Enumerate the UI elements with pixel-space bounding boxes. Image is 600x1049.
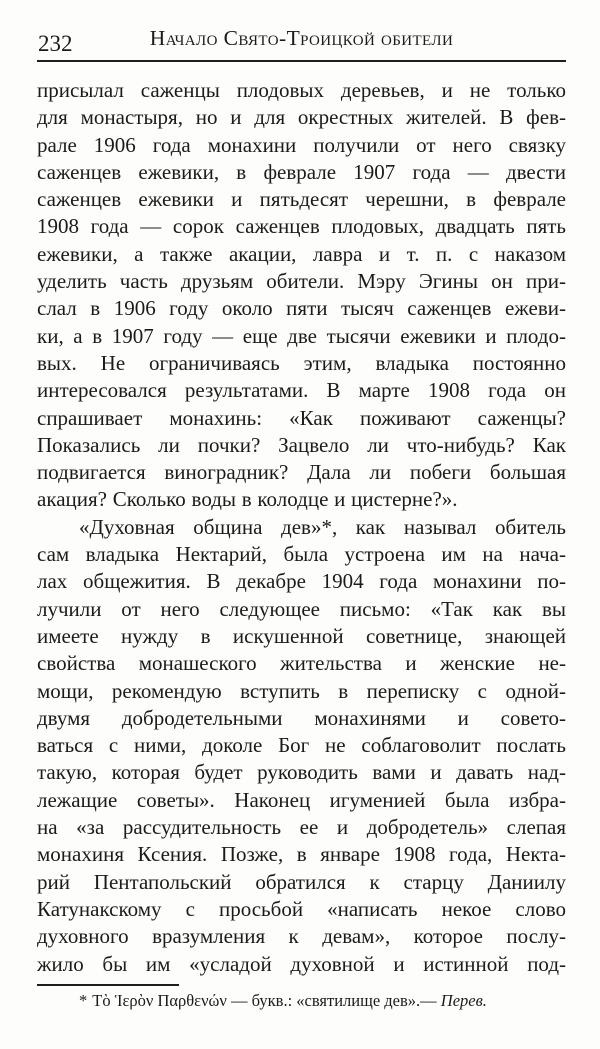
text-line: уделить часть друзьям обители. Мэру Эгины он при- bbox=[37, 269, 566, 294]
text-line: монахиня Ксения. Позже, в январе 1908 года, Некта- bbox=[37, 842, 566, 867]
footnote bbox=[37, 990, 566, 1012]
text-line: ваться с ними, доколе Бог не соблаговолит послать bbox=[37, 733, 566, 758]
text-line: интересовался результатами. В марте 1908 года он bbox=[37, 378, 566, 403]
text-line: лах общежития. В декабре 1904 года монахини по- bbox=[37, 569, 566, 594]
text-line: двумя добродетельными монахинями и совето- bbox=[37, 705, 566, 730]
text-line: лучили от него следующее письмо: «Так как вы bbox=[37, 596, 566, 621]
text-line: для монастыря, но и для окрестных жителей. В фев- bbox=[37, 105, 566, 130]
text-line: подвигается виноградник? Дала ли побеги большая bbox=[37, 460, 566, 485]
footnote-separator bbox=[37, 984, 179, 986]
text-line: акация? Сколько воды в колодце и цистерне?». bbox=[37, 487, 458, 512]
text-line: рий Пентапольский обратился к старцу Даниилу bbox=[37, 869, 566, 894]
text-line: Катунакскому с просьбой «написать некое слово bbox=[37, 896, 566, 921]
text-line: такую, которая будет руководить вами и давать над- bbox=[37, 760, 566, 785]
running-title: Начало Свято-Троицкой обители bbox=[149, 26, 454, 50]
text-line: сам владыка Нектарий, была устроена им на нача- bbox=[37, 542, 566, 567]
text-line: саженцев ежевики и пятьдесят черешни, в феврале bbox=[37, 187, 566, 212]
text-line: имеете нужду в искушенной советнице, знающей bbox=[37, 623, 566, 648]
text-line: 1908 года — сорок саженцев плодовых, двадцать пять bbox=[37, 214, 566, 239]
header-rule bbox=[37, 60, 566, 62]
text-line: вых. Не ограничиваясь этим, владыка постоянно bbox=[37, 350, 566, 375]
text-line: Показались ли почки? Зацвело ли что-нибудь? Как bbox=[37, 432, 566, 457]
text-line: лежащие советы». Наконец игуменией была избра- bbox=[37, 787, 566, 812]
text-line: ежевики, а также акации, лавра и т. п. с наказом bbox=[37, 241, 566, 266]
body-text bbox=[37, 77, 566, 978]
page-header bbox=[37, 27, 566, 55]
text-line: саженцев ежевики, в феврале 1907 года — двести bbox=[37, 159, 566, 184]
text-line: ки, а в 1907 году — еще две тысячи ежевики и плодо- bbox=[37, 323, 566, 348]
footnote-text: Τὸ Ἱερὸν Παρθενών — букв.: «святилище дев».— bbox=[92, 990, 441, 1010]
page-number: 232 bbox=[38, 31, 73, 56]
text-line: духовного вразумления к девам», которое послу- bbox=[37, 924, 566, 949]
footnote-attribution: Перев. bbox=[440, 990, 487, 1010]
text-line: спрашивает монахинь: «Как поживают саженцы? bbox=[37, 405, 566, 430]
text-line: присылал саженцы плодовых деревьев, и не только bbox=[37, 78, 566, 102]
text-line: жило бы им «усладой духовной и истинной под- bbox=[37, 951, 566, 976]
text-line: мощи, рекомендую вступить в переписку с одной- bbox=[37, 678, 566, 703]
text-line: слал в 1906 году около пяти тысяч саженцев ежеви- bbox=[37, 296, 566, 321]
text-line: рале 1906 года монахини получили от него связку bbox=[37, 132, 566, 157]
footnote-marker: * bbox=[79, 990, 88, 1010]
text-line: свойства монашеского жительства и женские не- bbox=[37, 651, 566, 676]
text-line: на «за рассудительность ее и добродетель» слепая bbox=[37, 815, 566, 840]
text-line: «Духовная община дев»*, как называл обитель bbox=[79, 514, 566, 539]
